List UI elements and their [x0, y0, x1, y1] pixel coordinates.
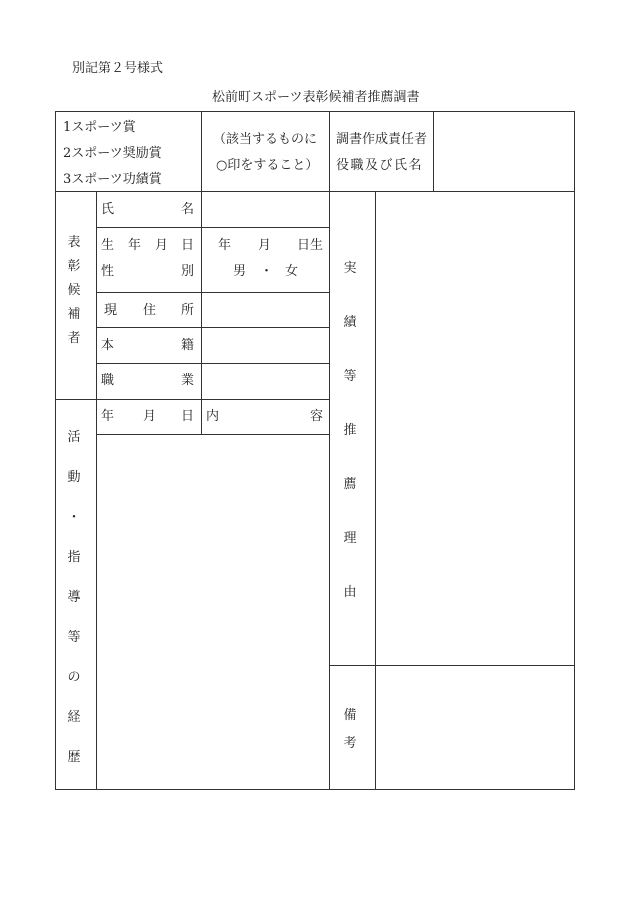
recommendation-reason-field[interactable] — [376, 192, 573, 665]
activity-label-char: ・ — [67, 510, 81, 525]
activity-label-char: 歴 — [67, 750, 81, 765]
candidate-section-label — [66, 236, 82, 345]
activity-label-char: 導 — [67, 590, 81, 605]
registry-label-b: 籍 — [181, 338, 195, 353]
remarks-label-char: 考 — [343, 736, 357, 751]
award-type-3: 3スポーツ功績賞 — [63, 172, 162, 187]
reason-label-char: 推 — [343, 423, 357, 438]
activity-history-field[interactable] — [97, 435, 328, 788]
activity-label-char: 等 — [67, 630, 81, 645]
address-label-2: 住 — [143, 303, 157, 318]
gender-separator: ・ — [260, 264, 274, 279]
dob-label-4: 日 — [181, 238, 195, 253]
dob-value-month: 月 — [258, 238, 272, 253]
dob-label-3: 月 — [155, 238, 169, 253]
page-title: 松前町スポーツ表彰候補者推薦調書 — [212, 90, 420, 105]
dob-value-year: 年 — [218, 238, 232, 253]
activity-content-a: 内 — [206, 409, 220, 424]
dob-label-2: 年 — [128, 238, 142, 253]
gender-option-female[interactable]: 女 — [285, 264, 299, 279]
award-note-line-2: ○印をすること） — [216, 158, 319, 173]
remarks-field[interactable] — [376, 666, 573, 789]
candidate-label-char: 彰 — [67, 259, 81, 274]
preparer-label-line-1: 調書作成責任者 — [336, 132, 428, 147]
name-field[interactable] — [202, 192, 328, 227]
name-label-a: 氏 — [101, 202, 115, 217]
activity-label-char: の — [67, 670, 81, 685]
candidate-label-char: 者 — [67, 331, 81, 346]
remarks-label — [342, 709, 358, 750]
award-note-line-1: （該当するものに — [213, 132, 318, 147]
address-label-3: 所 — [181, 303, 195, 318]
activity-date-month: 月 — [143, 409, 157, 424]
recommendation-reason-label — [342, 262, 358, 599]
gender-label-a: 性 — [101, 264, 115, 279]
form-number: 別記第２号様式 — [72, 61, 164, 76]
reason-label-char: 由 — [343, 585, 357, 600]
activity-content-b: 容 — [310, 409, 324, 424]
candidate-label-char: 表 — [67, 235, 81, 250]
occupation-label-b: 業 — [181, 373, 195, 388]
address-field[interactable] — [202, 293, 328, 327]
reason-label-char: 薦 — [343, 477, 357, 492]
activity-section-label — [66, 431, 82, 764]
gender-option-male[interactable]: 男 — [233, 264, 247, 279]
reason-label-char: 等 — [343, 369, 357, 384]
candidate-label-char: 補 — [67, 307, 81, 322]
preparer-name-field[interactable] — [434, 112, 573, 191]
activity-date-day: 日 — [181, 409, 195, 424]
preparer-label-line-2: 役職及び氏名 — [336, 158, 424, 173]
address-label-1: 現 — [104, 303, 118, 318]
activity-label-char: 経 — [67, 710, 81, 725]
gender-label-b: 別 — [181, 264, 195, 279]
registry-field[interactable] — [202, 328, 328, 363]
activity-date-year: 年 — [101, 409, 115, 424]
award-type-2: 2スポーツ奨励賞 — [63, 146, 162, 161]
reason-label-char: 理 — [343, 531, 357, 546]
dob-value-day: 日生 — [297, 238, 324, 253]
registry-label-a: 本 — [101, 338, 115, 353]
occupation-label-a: 職 — [101, 373, 115, 388]
reason-label-char: 績 — [343, 315, 357, 330]
activity-label-char: 活 — [67, 430, 81, 445]
remarks-label-char: 備 — [343, 708, 357, 723]
occupation-field[interactable] — [202, 364, 328, 399]
name-label-b: 名 — [181, 202, 195, 217]
reason-label-char: 実 — [343, 261, 357, 276]
activity-label-char: 動 — [67, 470, 81, 485]
award-type-1: 1スポーツ賞 — [63, 120, 136, 135]
dob-label-1: 生 — [101, 238, 115, 253]
activity-label-char: 指 — [67, 550, 81, 565]
candidate-label-char: 候 — [67, 283, 81, 298]
